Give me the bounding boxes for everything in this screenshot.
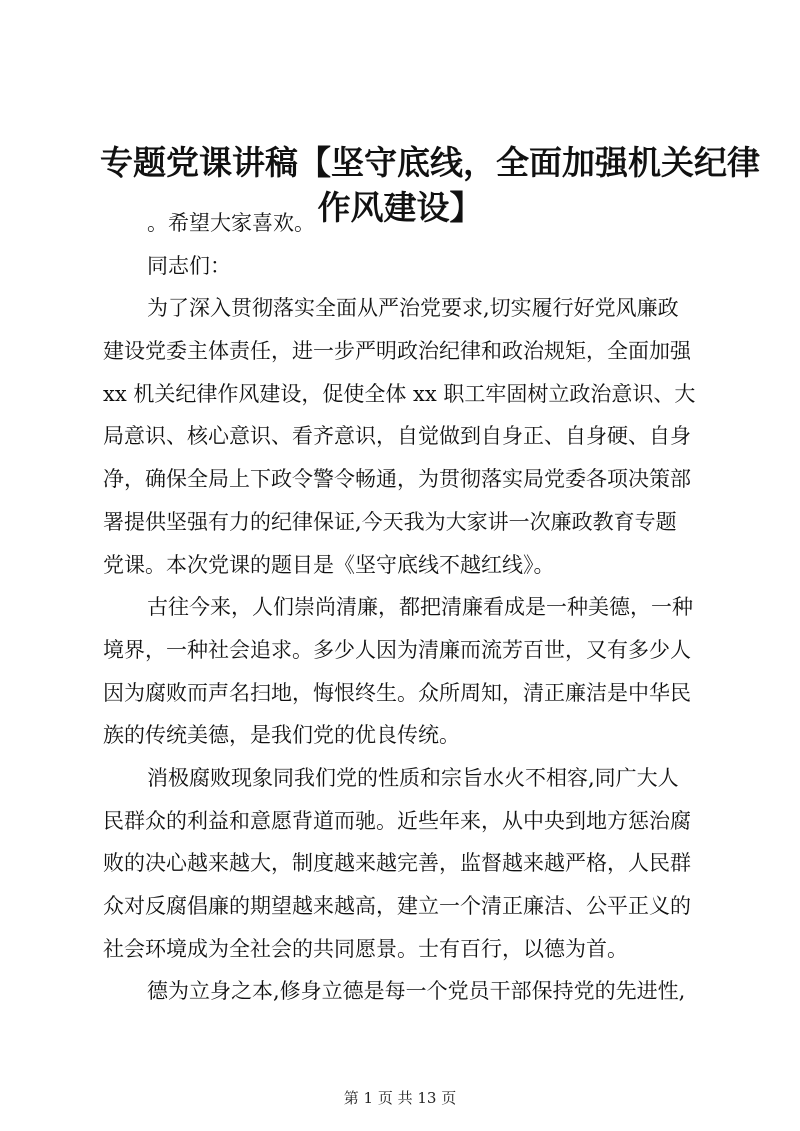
body-line: 署提供坚强有力的纪律保证,今天我为大家讲一次廉政教育专题 xyxy=(103,509,677,534)
page-footer: 第 1 页 共 13 页 xyxy=(343,1089,457,1107)
body-line: 净，确保全局上下政令警令畅通，为贯彻落实局党委各项决策部 xyxy=(103,467,691,492)
body-line: 古往今来，人们崇尚清廉，都把清廉看成是一种美德，一种 xyxy=(147,595,693,620)
body-line: 族的传统美德，是我们党的优良传统。 xyxy=(103,723,460,748)
body-line: 德为立身之本,修身立德是每一个党员干部保持党的先进性, xyxy=(147,979,686,1004)
body-line: 局意识、核心意识、看齐意识，自觉做到自身正、自身硬、自身 xyxy=(103,424,691,449)
body-line: 。希望大家喜欢。 xyxy=(147,211,315,235)
body-line: 众对反腐倡廉的期望越来越高，建立一个清正廉洁、公平正义的 xyxy=(103,894,691,918)
body-line: xx 机关纪律作风建设，促使全体 xx 职工牢固树立政治意识、大 xyxy=(103,381,696,406)
body-line: 消极腐败现象同我们党的性质和宗旨水火不相容,同广大人 xyxy=(147,765,679,790)
body-line: 因为腐败而声名扫地，悔恨终生。众所周知，清正廉洁是中华民 xyxy=(103,680,691,705)
body-line: 党课。本次党课的题目是《坚守底线不越红线》。 xyxy=(103,552,555,577)
body-line: 败的决心越来越大，制度越来越完善，监督越来越严格，人民群 xyxy=(103,851,691,876)
body-line: 建设党委主体责任，进一步严明政治纪律和政治规矩，全面加强 xyxy=(103,339,691,364)
body-line: 同志们： xyxy=(147,253,231,278)
body-line: 为了深入贯彻落实全面从严治党要求,切实履行好党风廉政 xyxy=(147,296,679,321)
title-line: 作风建设】 xyxy=(317,188,483,227)
document-body xyxy=(103,202,703,1013)
title-line: 专题党课讲稿【坚守底线，全面加强机关纪律 xyxy=(100,143,760,182)
body-line: 社会环境成为全社会的共同愿景。士有百行，以德为首。 xyxy=(103,936,628,961)
body-line: 民群众的利益和意愿背道而驰。近些年来，从中央到地方惩治腐 xyxy=(103,808,691,833)
body-line: 境界，一种社会追求。多少人因为清廉而流芳百世，又有多少人 xyxy=(103,637,691,662)
